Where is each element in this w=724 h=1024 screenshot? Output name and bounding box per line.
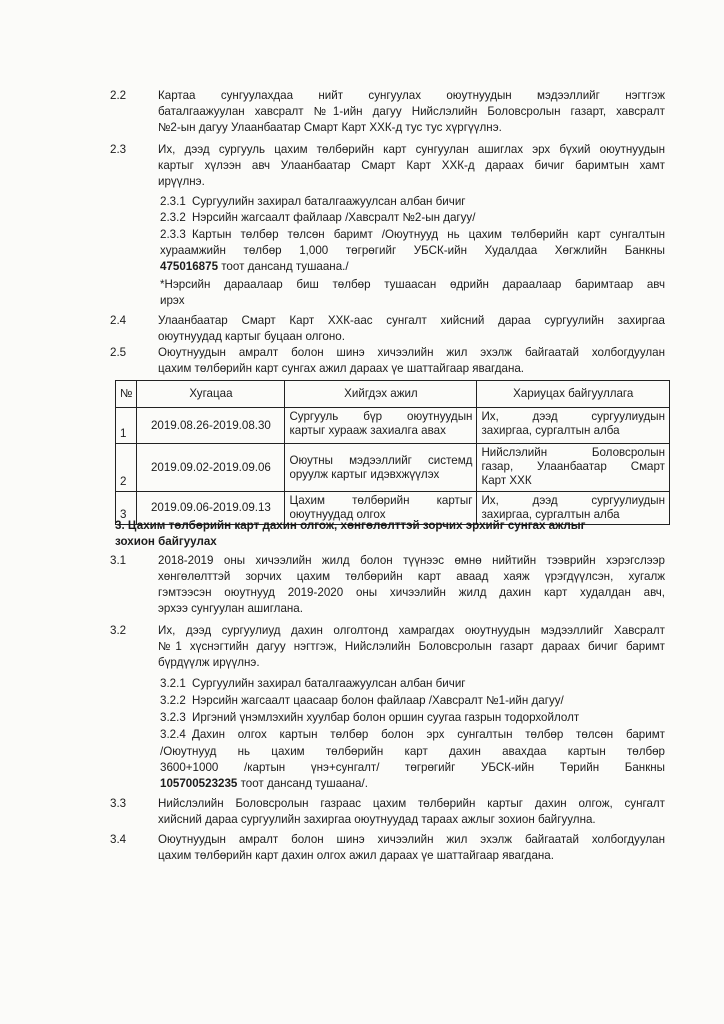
row-responsible: Их, дээд сургуулиудын захиргаа, сургалтын алба [477,408,670,444]
row-responsible: Нийслэлийн Боловсролын газар, Улаанбаатар Смарт Карт ХХК [477,444,670,492]
column-header: Хугацаа [137,381,285,408]
row-task: Цахим төлбөрийн картыг оюутнуудад олгох [285,492,477,525]
table-row [116,444,670,492]
row-task: Оюутны мэдээллийг системд оруулж картыг идэвхжүүлэх [285,444,477,492]
clause-text: №1 хүснэгтийн дагуу нэгтгэж, Нийслэлийн Боловсролын газарт дараах бичиг баримт [158,640,665,653]
note-text: ирэх [160,294,185,307]
subclause-text: Иргэний үнэмлэхийн хуулбар болон оршин суугаа газрын тодорхойлолт [192,711,580,724]
column-header: Хариуцах байгууллага [477,381,670,408]
schedule-table [115,380,670,525]
clause-text: картыг хүлээн авч Улаанбаатар Смарт Карт ХХК-д дараах бичиг баримтын хамт [158,159,665,172]
bank-account-number: 475016875 [160,260,219,273]
subclause-text: Сургуулийн захирал баталгаажуулсан албан бичиг [192,195,466,208]
clause-3-2-4-cont [160,744,665,792]
subclause-number: 3.2.1 [160,677,186,690]
clause-text: хөнгөлөлттэй зорчих цахим төлбөрийн карт аваад хаяж үрэгдүүлсэн, хугалж [158,570,665,583]
subclause-text: хураамжийн төлбөр 1,000 төгрөгийг УБСК-ийн Худалдаа Хөгжлийн Банкны [160,244,665,257]
row-date: 2019.09.02-2019.09.06 [137,444,285,492]
clause-number: 2.5 [110,346,127,359]
subclause-number: 3.2.2 [160,694,186,707]
row-number: 1 [116,408,137,444]
subclause-text: тоот дансанд тушаана./ [218,260,349,273]
clause-text: оюутнуудад картыг буцаан олгоно. [158,330,345,343]
clause-text: ирүүлнэ. [158,175,205,188]
clause-text: Их, дээд сургууль цахим төлбөрийн карт сунгуулан ашиглах эрх бүхий оюутнуудын [158,143,665,156]
subclause-text: Картын төлбөр төлсөн баримт /Оюутнууд нь цахим төлбөрийн карт сунгалтын [192,228,665,241]
clause-number: 2.2 [110,89,127,102]
subclause-text: Нэрсийн жагсаалт файлаар /Хавсралт №2-ын дагуу/ [192,211,476,224]
clause-number: 2.4 [110,314,127,327]
clause-text: 2018-2019 оны хичээлийн жилд болон түүнээс өмнө нийтийн тээврийн хэрэгслээр [158,554,665,567]
subclause-text: 3600+1000 /картын үнэ+сунгалт/ төгрөгийг УБСК-ийн Төрийн Банкны [160,761,665,774]
clause-2-3-note [160,277,665,309]
subclause-text: тоот дансанд тушаана/. [237,777,368,790]
column-header: Хийгдэх ажил [285,381,477,408]
row-number: 2 [116,444,137,492]
clause-number: 3.4 [110,833,127,846]
clause-text: хийсний дараа сургуулийн захиргаа оюутнуудад тараах ажлыг зохион байгуулна. [158,813,596,826]
table-row [116,408,670,444]
clause-text: Их, дээд сургуулиуд дахин олголтонд хамрагдах оюутнуудын мэдээллийг Хавсралт [158,624,665,637]
clause-text: Улаанбаатар Смарт Карт ХХК-аас сунгалт хийсний дараа сургуулийн захиргаа [158,314,665,327]
column-header: № [116,381,137,408]
subclause-text: Нэрсийн жагсаалт цаасаар болон файлаар /Хавсралт №1-ийн дагуу/ [192,694,564,707]
clause-text: баталгаажуулан хавсралт №1-ийн дагуу Нийслэлийн Боловсролын газарт, хавсралт [158,105,665,118]
clause-text: №2-ын дагуу Улаанбаатар Смарт Карт ХХК-д тус тус хүргүүлнэ. [158,121,502,134]
row-responsible: Их, дээд сургуулиудын захиргаа, сургалтын алба [477,492,670,525]
clause-number: 3.1 [110,554,127,567]
row-number: 3 [116,492,137,525]
clause-text: цахим төлбөрийн карт сунгах ажил дараах үе шаттайгаар явагдана. [158,362,525,375]
subclause-number: 2.3.1 [160,195,186,208]
row-task: Сургууль бүр оюутнуудын картыг хурааж захиалга авах [285,408,477,444]
clause-text: Оюутнуудын амралт болон шинэ хичээлийн жил эхэлж байгаатай холбогдуулан [158,833,665,846]
subclause-text: Сургуулийн захирал баталгаажуулсан албан бичиг [192,677,466,690]
section-heading [115,518,670,550]
clause-text: эрхээ сунгуулан ашиглана. [158,602,303,615]
clause-number: 3.2 [110,624,127,637]
subclause-text: /Оюутнууд нь цахим төлбөрийн карт дахин авахдаа картын төлбөр [160,745,665,758]
row-date: 2019.08.26-2019.08.30 [137,408,285,444]
row-date: 2019.09.06-2019.09.13 [137,492,285,525]
clause-text: гэмтээсэн оюутнууд 2019-2020 оны хичээлийн жилд дахин карт худалдан авч, [158,586,665,599]
subclause-number: 2.3.3 [160,228,186,241]
subclause-number: 3.2.3 [160,711,186,724]
section-heading-line: 3. Цахим төлбөрийн карт дахин олгож, хөнгөлөлттэй зорчих эрхийг сунгах ажлыг [115,519,586,532]
clause-number: 3.3 [110,797,127,810]
clause-number: 2.3 [110,143,127,156]
note-text: *Нэрсийн дараалаар биш төлбөр тушаасан өдрийн дараалаар баримтаар авч [160,278,665,291]
subclause-number: 3.2.4 [160,728,186,741]
section-heading-line: зохион байгуулах [115,535,217,548]
clause-text: бүрдүүлж ирүүлнэ. [158,656,260,669]
clause-text: Оюутнуудын амралт болон шинэ хичээлийн жил эхэлж байгаатай холбогдуулан [158,346,665,359]
clause-text: Нийслэлийн Боловсролын газраас цахим төлбөрийн картыг дахин олгож, сунгалт [158,797,665,810]
clause-text: Картаа сунгуулахдаа нийт сунгуулах оюутнуудын мэдээллийг нэгтгэж [158,89,665,102]
clause-text: цахим төлбөрийн карт дахин олгох ажил дараах үе шаттайгаар явагдана. [158,849,554,862]
clause-2-3-3-cont [160,243,665,275]
subclause-text: Дахин олгох картын төлбөр болон эрх сунгалтын төлбөр төлсөн баримт [192,728,665,741]
subclause-number: 2.3.2 [160,211,186,224]
table-header-row [116,381,670,408]
bank-account-number: 105700523235 [160,777,238,790]
